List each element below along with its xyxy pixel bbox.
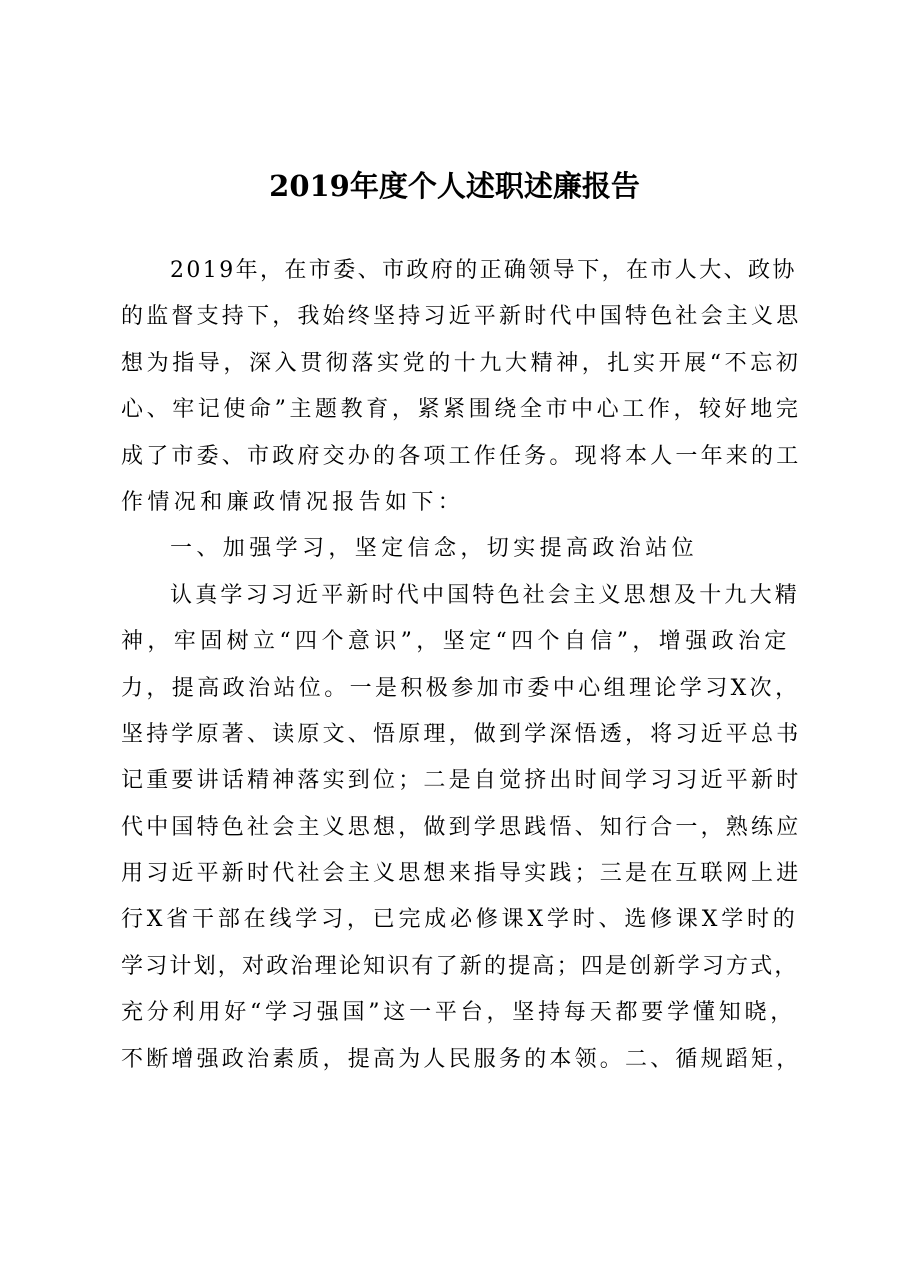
paragraph-line: 成了市委、市政府交办的各项工作任务。现将本人一年来的工 — [121, 443, 802, 469]
paragraph-line: 学习计划，对政治理论知识有了新的提高；四是创新学习方式， — [121, 953, 799, 979]
paragraph-line: 心、牢记使命”主题教育，紧紧围绕全市中心工作，较好地完 — [121, 397, 802, 423]
document-title: 2019年度个人述职述廉报告 — [269, 169, 640, 203]
paragraph-line: 神，牢固树立“四个意识”，坚定“四个自信”，增强政治定 — [121, 629, 791, 655]
section-heading: 一、加强学习，坚定信念，切实提高政治站位 — [170, 536, 699, 562]
paragraph-line: 的监督支持下，我始终坚持习近平新时代中国特色社会主义思 — [121, 304, 802, 330]
paragraph-line: 记重要讲话精神落实到位；二是自觉挤出时间学习习近平新时 — [121, 768, 802, 794]
paragraph-line: 充分利用好“学习强国”这一平台，坚持每天都要学懂知晓， — [121, 1000, 797, 1026]
paragraph-line: 不断增强政治素质，提高为人民服务的本领。二、循规蹈矩， — [121, 1046, 802, 1072]
paragraph-line: 坚持学原著、读原文、悟原理，做到学深悟透，将习近平总书 — [121, 721, 802, 747]
paragraph-line: 行X省干部在线学习，已完成必修课X学时、选修课X学时的 — [121, 907, 799, 933]
paragraph-line: 代中国特色社会主义思想，做到学思践悟、知行合一，熟练应 — [121, 814, 802, 840]
paragraph-line: 力，提高政治站位。一是积极参加市委中心组理论学习X次， — [121, 675, 801, 701]
paragraph-line: 想为指导，深入贯彻落实党的十九大精神，扎实开展“不忘初 — [121, 350, 802, 376]
document-body — [121, 248, 801, 1083]
paragraph-line: 认真学习习近平新时代中国特色社会主义思想及十九大精 — [170, 582, 801, 608]
paragraph-line: 用习近平新时代社会主义思想来指导实践；三是在互联网上进 — [121, 861, 802, 887]
paragraph-line: 2019年，在市委、市政府的正确领导下，在市人大、政协 — [170, 258, 797, 283]
paragraph-line: 作情况和廉政情况报告如下： — [121, 489, 465, 515]
